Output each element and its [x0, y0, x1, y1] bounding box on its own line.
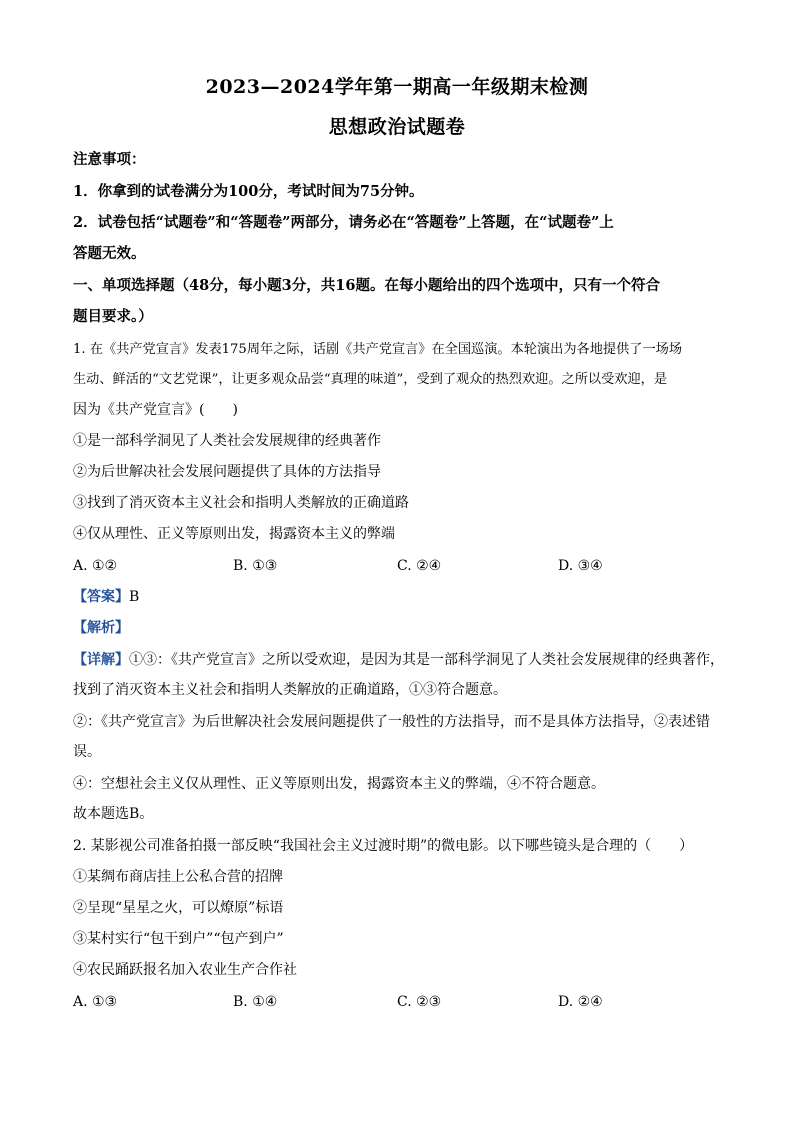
exam-title: 2023—2024学年第一期高一年级期末检测: [205, 76, 589, 98]
q2-option-b: B. ①④: [233, 994, 278, 1010]
q1-stem-line-3: 因为《共产党宣言》( ): [73, 402, 238, 418]
q2-statement-3: ③某村实行“包干到户”“包产到户”: [73, 931, 284, 947]
q1-statement-3: ③找到了消灭资本主义社会和指明人类解放的正确道路: [73, 495, 409, 511]
notice-item-2-line-1: 2．试卷包括“试题卷”和“答题卷”两部分，请务必在“答题卷”上答题，在“试题卷”上: [73, 214, 614, 231]
q1-option-b: B. ①③: [233, 558, 278, 574]
q1-detail-line-2: 找到了消灭资本主义社会和指明人类解放的正确道路，①③符合题意。: [73, 682, 507, 698]
q1-detail-line-3: ②：《共产党宣言》为后世解决社会发展问题提供了一般性的方法指导，而不是具体方法指导，②表述错: [73, 714, 710, 730]
q1-analysis-row: [73, 618, 733, 638]
detail-text-1: ①③：《共产党宣言》之所以受欢迎，是因为其是一部科学洞见了人类社会发展规律的经典著作，: [129, 652, 724, 668]
answer-tag: 【答案】: [73, 589, 129, 605]
notice-item-1: 1．你拿到的试卷满分为100分，考试时间为75分钟。: [73, 183, 424, 200]
detail-tag: 【详解】: [73, 652, 129, 668]
q2-option-c: C. ②③: [397, 994, 442, 1010]
q1-statement-4: ④仅从理性、正义等原则出发，揭露资本主义的弊端: [73, 526, 395, 542]
q1-option-d: D. ③④: [558, 558, 603, 574]
q1-detail-line-5: ④：空想社会主义仅从理性、正义等原则出发，揭露资本主义的弊端，④不符合题意。: [73, 776, 605, 792]
q1-statement-2: ②为后世解决社会发展问题提供了具体的方法指导: [73, 464, 381, 480]
q1-option-c: C. ②④: [397, 558, 442, 574]
q1-option-a: A. ①②: [73, 558, 118, 574]
q1-statement-1: ①是一部科学洞见了人类社会发展规律的经典著作: [73, 433, 381, 449]
q1-stem-line-1: 1. 在《共产党宣言》发表175周年之际，话剧《共产党宣言》在全国巡演。本轮演出为各地提供了一场场: [73, 342, 683, 357]
q2-stem: 2. 某影视公司准备拍摄一部反映“我国社会主义过渡时期”的微电影。以下哪些镜头是合理的（ ）: [73, 838, 694, 854]
q2-statement-1: ①某绸布商店挂上公私合营的招牌: [73, 869, 283, 885]
q2-statement-2: ②呈现“星星之火，可以燎原”标语: [73, 900, 284, 916]
section-heading-line-2: 题目要求。）: [73, 308, 153, 325]
q2-option-a: A. ①③: [73, 994, 118, 1010]
notice-item-2-line-2: 答题无效。: [73, 245, 146, 262]
q1-conclusion: 故本题选B。: [73, 806, 154, 822]
exam-subtitle: 思想政治试题卷: [328, 116, 466, 138]
q1-detail-line-1: [73, 650, 733, 670]
section-heading-line-1: 一、单项选择题（48分，每小题3分，共16题。在每小题给出的四个选项中，只有一个符合: [73, 277, 660, 294]
q1-stem-line-2: 生动、鲜活的“文艺党课”，让更多观众品尝“真理的味道”，受到了观众的热烈欢迎。之所以受欢迎，是: [73, 372, 668, 387]
q1-answer-row: [73, 587, 733, 607]
q2-option-d: D. ②④: [558, 994, 603, 1010]
answer-value: B: [129, 589, 140, 605]
analysis-tag: 【解析】: [73, 620, 129, 636]
notice-heading: 注意事项：: [73, 151, 146, 168]
q2-statement-4: ④农民踊跃报名加入农业生产合作社: [73, 962, 297, 978]
q1-detail-line-4: 误。: [73, 744, 101, 760]
